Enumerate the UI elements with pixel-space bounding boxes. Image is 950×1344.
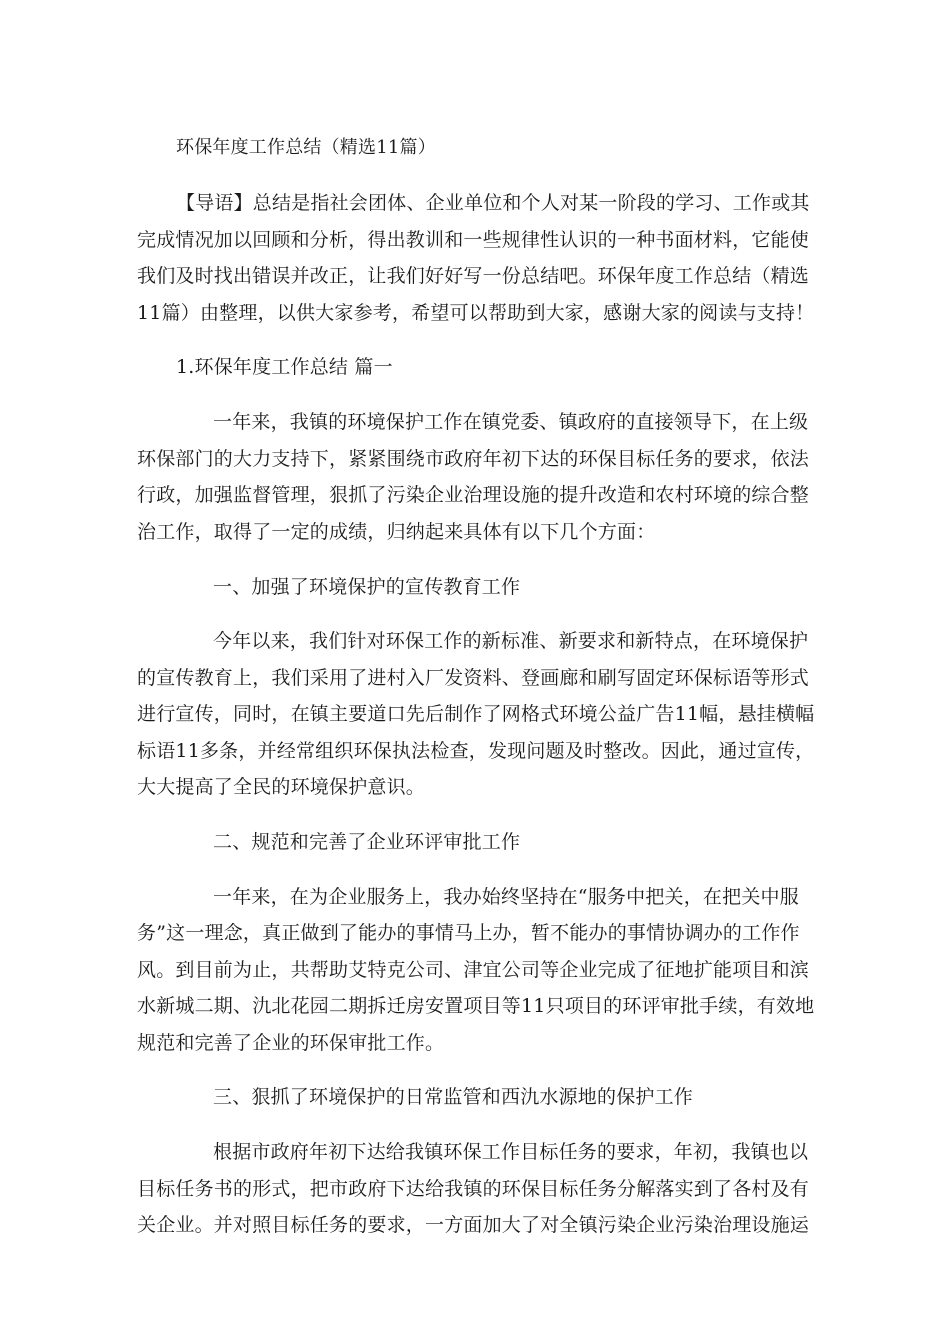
intro-line: 【导语】总结是指社会团体、企业单位和个人对某一阶段的学习、工作或其 [176, 192, 810, 214]
paragraph-line: 治工作，取得了一定的成绩，归纳起来具体有以下几个方面： [137, 521, 656, 543]
subsection-heading-2: 二、规范和完善了企业环评审批工作 [213, 831, 521, 853]
paragraph-line: 行政，加强监督管理，狠抓了污染企业治理设施的提升改造和农村环境的综合整 [137, 484, 810, 506]
paragraph-line: 的宣传教育上，我们采用了进村入厂发资料、登画廊和刷写固定环保标语等形式 [137, 667, 810, 689]
paragraph-line: 务”这一理念，真正做到了能办的事情马上办，暂不能办的事情协调办的工作作 [137, 922, 800, 944]
intro-line: 11篇）由整理，以供大家参考，希望可以帮助到大家，感谢大家的阅读与支持！ [137, 302, 815, 324]
intro-line: 我们及时找出错误并改正，让我们好好写一份总结吧。环保年度工作总结（精选 [137, 265, 810, 287]
document-title: 环保年度工作总结（精选11篇） [176, 137, 436, 158]
subsection-heading-3: 三、狠抓了环境保护的日常监管和西氿水源地的保护工作 [213, 1086, 694, 1108]
subsection-heading-1: 一、加强了环境保护的宣传教育工作 [213, 576, 521, 598]
paragraph-line: 大大提高了全民的环境保护意识。 [137, 776, 426, 798]
section-heading: 1.环保年度工作总结 篇一 [176, 356, 393, 378]
paragraph-line: 水新城二期、氿北花园二期拆迁房安置项目等11只项目的环评审批手续，有效地 [137, 995, 815, 1017]
paragraph-line: 标语11多条，并经常组织环保执法检查，发现问题及时整改。因此，通过宣传， [137, 740, 815, 762]
paragraph-line: 今年以来，我们针对环保工作的新标准、新要求和新特点，在环境保护 [213, 630, 809, 652]
paragraph-line: 一年来，我镇的环境保护工作在镇党委、镇政府的直接领导下，在上级 [213, 411, 809, 433]
paragraph-line: 一年来，在为企业服务上，我办始终坚持在“服务中把关，在把关中服 [213, 886, 799, 908]
paragraph-line: 环保部门的大力支持下，紧紧围绕市政府年初下达的环保目标任务的要求，依法 [137, 448, 810, 470]
intro-line: 完成情况加以回顾和分析，得出教训和一些规律性认识的一种书面材料，它能使 [137, 229, 810, 251]
paragraph-line: 目标任务书的形式，把市政府下达给我镇的环保目标任务分解落实到了各村及有 [137, 1178, 810, 1200]
paragraph-line: 关企业。并对照目标任务的要求，一方面加大了对全镇污染企业污染治理设施运 [137, 1214, 810, 1236]
paragraph-line: 风。到目前为止，共帮助艾特克公司、津宜公司等企业完成了征地扩能项目和滨 [137, 959, 810, 981]
paragraph-line: 根据市政府年初下达给我镇环保工作目标任务的要求，年初，我镇也以 [213, 1141, 809, 1163]
paragraph-line: 规范和完善了企业的环保审批工作。 [137, 1032, 445, 1054]
paragraph-line: 进行宣传，同时，在镇主要道口先后制作了网格式环境公益广告11幅，悬挂横幅 [137, 703, 815, 725]
